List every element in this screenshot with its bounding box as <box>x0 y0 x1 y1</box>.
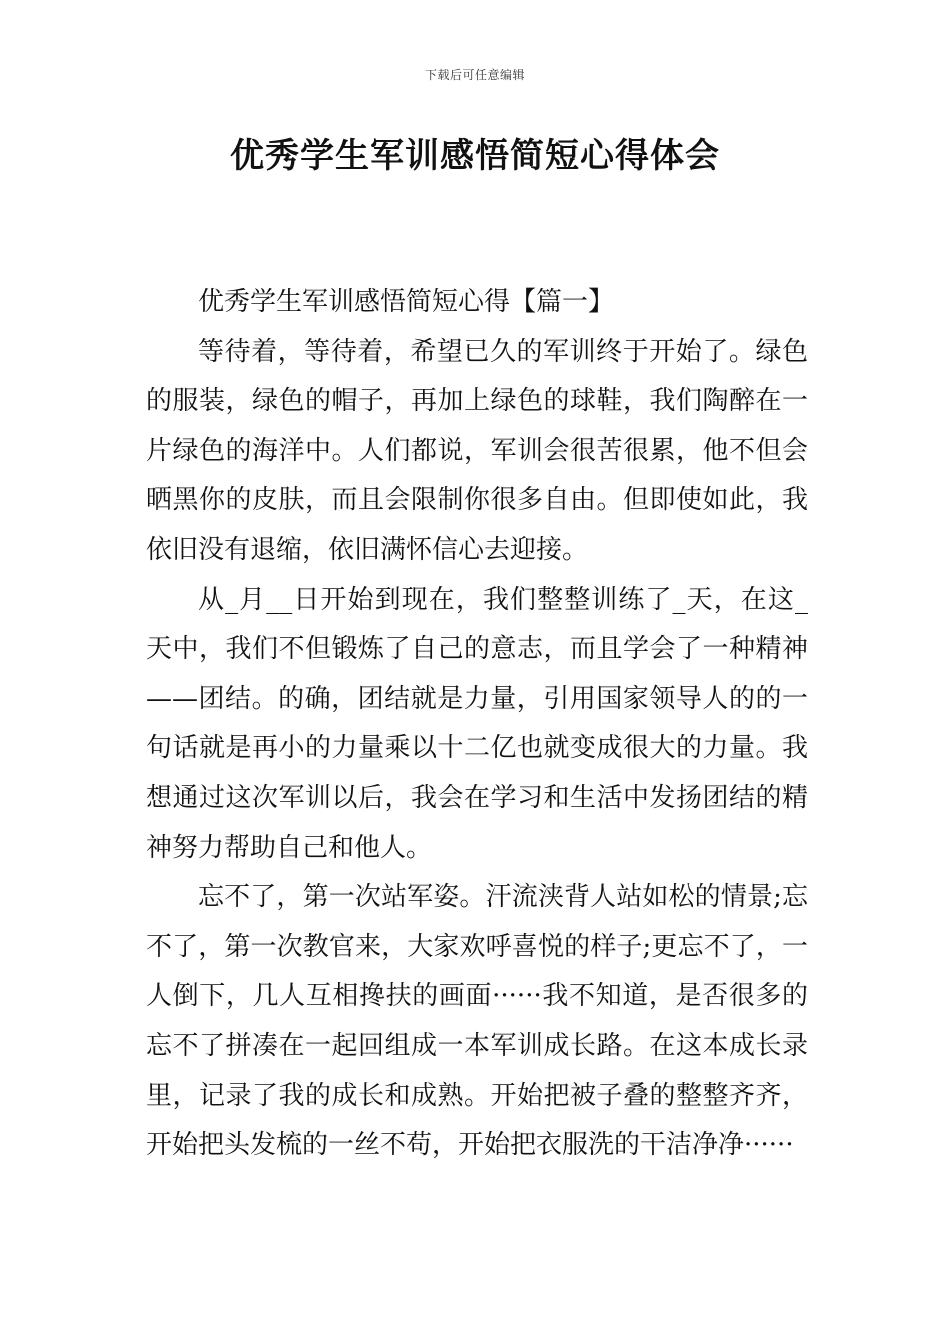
paragraph-1: 等待着，等待着，希望已久的军训终于开始了。绿色的服装，绿色的帽子，再加上绿色的球鞋，我们陶醉在一片绿色的海洋中。人们都说，军训会很苦很累，他不但会晒黑你的皮肤，而且会限制你很多自由。但即使如此，我依旧没有退缩，依旧满怀信心去迎接。 <box>146 336 808 565</box>
paragraph-2: 从_月__日开始到现在，我们整整训练了_天，在这_天中，我们不但锻炼了自己的意志，而且学会了一种精神——团结。的确，团结就是力量，引用国家领导人的的一句话就是再小的力量乘以十二亿也就变成很大的力量。我想通过这次军训以后，我会在学习和生活中发扬团结的精神努力帮助自己和他人。 <box>146 584 808 863</box>
section-heading: 优秀学生军训感悟简短心得【篇一】 <box>198 287 615 317</box>
document-body <box>146 278 808 1171</box>
paragraph-3: 忘不了，第一次站军姿。汗流浃背人站如松的情景;忘不了，第一次教官来，大家欢呼喜悦的样子;更忘不了，一人倒下，几人互相搀扶的画面······我不知道，是否很多的忘不了拼凑在一起回组成一本军训成长路。在这本成长录里，记录了我的成长和成熟。开始把被子叠的整整齐齐，开始把头发梳的一丝不苟，开始把衣服洗的干洁净净······ <box>146 882 808 1161</box>
header-note: 下载后可任意编辑 <box>424 68 525 82</box>
document-title: 优秀学生军训感悟简短心得体会 <box>230 136 720 176</box>
